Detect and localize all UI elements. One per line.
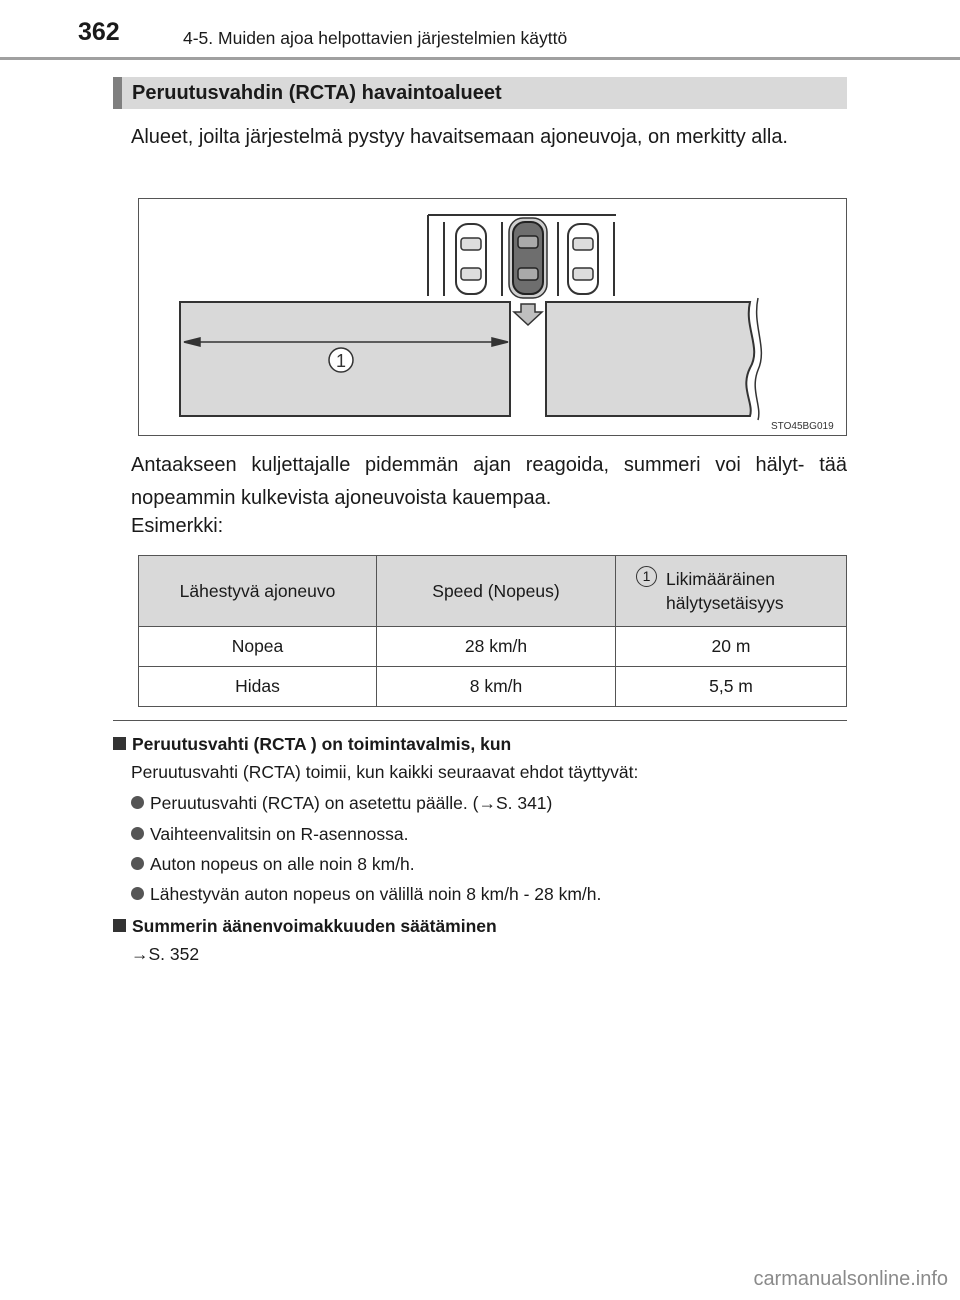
reversing-car-icon bbox=[509, 218, 547, 298]
intro-paragraph: Alueet, joilta järjestelmä pystyy havaitsemaan ajoneuvoja, on merkitty alla. bbox=[131, 126, 788, 148]
header-vehicle: Lähestyvä ajoneuvo bbox=[139, 556, 377, 627]
list-item bbox=[131, 824, 408, 845]
round-bullet-icon bbox=[131, 796, 144, 809]
watermark: carmanualsonline.info bbox=[753, 1268, 948, 1290]
header-distance-label: Likimääräinen hälytysetäisyys bbox=[666, 569, 784, 613]
reaction-paragraph: Antaakseen kuljettajalle pidemmän ajan reagoida, summeri voi hälyt- tää nopeammin kulkevista ajoneuvoista kauempaa. bbox=[131, 454, 847, 509]
chapter-title: 4-5. Muiden ajoa helpottavien järjestelmien käyttö bbox=[183, 28, 568, 48]
figure-code: STO45BG019 bbox=[771, 421, 834, 432]
cell-vehicle: Nopea bbox=[139, 627, 377, 667]
subheading-buzzer-volume bbox=[113, 916, 497, 937]
callout-badge: 1 bbox=[636, 566, 657, 587]
list-item bbox=[131, 793, 552, 814]
cell-distance: 5,5 m bbox=[616, 667, 847, 707]
cell-distance: 20 m bbox=[616, 627, 847, 667]
subheading-text: Peruutusvahti (RCTA ) on toimintavalmis, kun bbox=[132, 734, 512, 754]
example-label: Esimerkki: bbox=[131, 515, 224, 537]
list-item bbox=[131, 884, 601, 905]
list-item-text[interactable]: Peruutusvahti (RCTA) on asetettu päälle. (→S. 341) bbox=[150, 793, 553, 813]
parked-car-left-icon bbox=[456, 224, 486, 294]
cell-speed: 28 km/h bbox=[377, 627, 616, 667]
list-item-text: Auton nopeus on alle noin 8 km/h. bbox=[150, 854, 415, 874]
list-item-text: Lähestyvän auton nopeus on välillä noin 8 km/h - 28 km/h. bbox=[150, 884, 602, 904]
subheading-text: Summerin äänenvoimakkuuden säätäminen bbox=[132, 916, 497, 936]
table-row bbox=[139, 667, 847, 707]
table-header-row bbox=[139, 556, 847, 627]
cell-vehicle: Hidas bbox=[139, 667, 377, 707]
conditions-intro: Peruutusvahti (RCTA) toimii, kun kaikki seuraavat ehdot täyttyvät: bbox=[131, 762, 639, 782]
square-bullet-icon bbox=[113, 737, 126, 750]
callout-1: 1 bbox=[335, 351, 347, 371]
header-rule bbox=[0, 57, 960, 60]
table-row bbox=[139, 627, 847, 667]
header-speed: Speed (Nopeus) bbox=[377, 556, 616, 627]
subheading-operating-conditions bbox=[113, 734, 511, 755]
round-bullet-icon bbox=[131, 827, 144, 840]
buzzer-page-reference[interactable]: →S. 352 bbox=[131, 944, 200, 964]
square-bullet-icon bbox=[113, 919, 126, 932]
detection-area-right bbox=[546, 302, 754, 416]
header-distance bbox=[616, 556, 847, 627]
list-item-text: Vaihteenvalitsin on R-asennossa. bbox=[150, 824, 409, 844]
parked-car-right-icon bbox=[568, 224, 598, 294]
detection-area-figure bbox=[138, 198, 847, 436]
round-bullet-icon bbox=[131, 857, 144, 870]
list-item bbox=[131, 854, 415, 875]
warning-distance-table bbox=[138, 555, 847, 707]
section-divider bbox=[113, 720, 847, 721]
round-bullet-icon bbox=[131, 887, 144, 900]
cell-speed: 8 km/h bbox=[377, 667, 616, 707]
section-title: Peruutusvahdin (RCTA) havaintoalueet bbox=[113, 77, 847, 109]
page-number: 362 bbox=[78, 18, 120, 46]
